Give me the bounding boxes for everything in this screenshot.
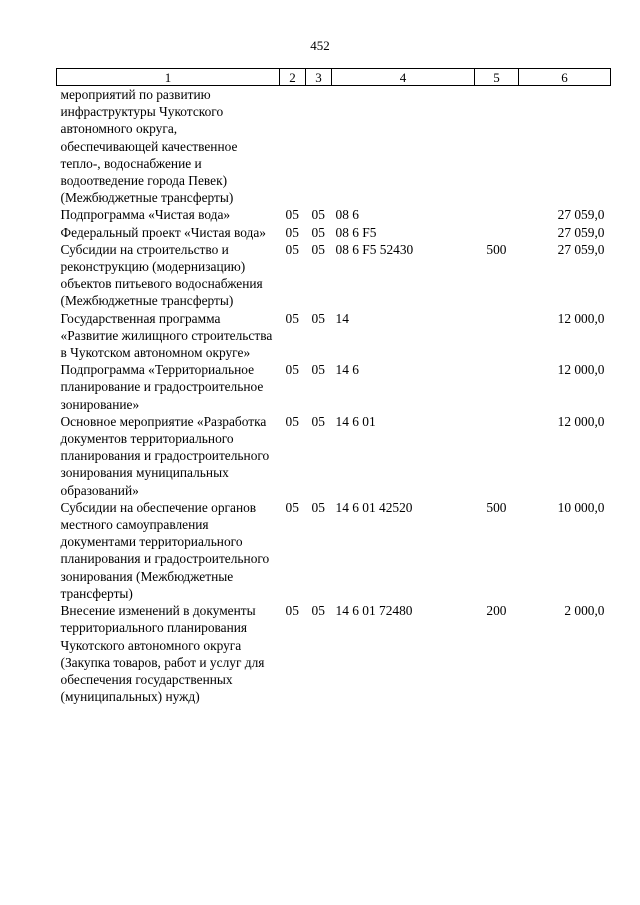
row-target: 14 6 01 (335, 413, 376, 429)
row-expense: 500 (486, 241, 507, 257)
row-target: 14 (335, 310, 349, 326)
header-col-6: 6 (519, 69, 611, 86)
row-subsection: 05 (311, 310, 325, 326)
row-subsection: 05 (311, 413, 325, 429)
row-expense: 500 (486, 499, 507, 515)
row-name: Внесение изменений в документы территориального планирования Чукотского автономного округа (Закупка товаров, работ и услуг для обеспечения государственных (муниципальных) нужд) (60, 603, 265, 705)
row-target: 14 6 (335, 362, 359, 378)
row-subsection: 05 (311, 499, 325, 515)
row-target: 08 6 F5 (335, 224, 377, 240)
row-section: 05 (285, 310, 299, 326)
row-target: 14 6 01 72480 (335, 603, 413, 619)
row-name: мероприятий по развитию инфраструктуры Чукотского автономного округа, обеспечивающей качественное тепло-, водоснабжение и водоотведение города Певек) (Межбюджетные трансферты) (60, 87, 238, 206)
row-subsection: 05 (311, 241, 325, 257)
row-amount: 27 059,0 (557, 207, 605, 223)
row-amount: 12 000,0 (557, 362, 605, 378)
row-section: 05 (285, 603, 299, 619)
table-row (57, 361, 611, 413)
row-subsection (306, 86, 332, 207)
row-section: 05 (285, 413, 299, 429)
row-section: 05 (285, 362, 299, 378)
row-expense (475, 413, 519, 499)
row-target: 08 6 (335, 207, 359, 223)
table-row (57, 241, 611, 310)
header-col-5: 5 (475, 69, 519, 86)
row-amount: 2 000,0 (564, 603, 605, 619)
page-number: 452 (310, 38, 330, 53)
table-row (57, 206, 611, 223)
row-section: 05 (285, 499, 299, 515)
header-col-3: 3 (306, 69, 332, 86)
row-subsection: 05 (311, 207, 325, 223)
row-section: 05 (285, 241, 299, 257)
row-expense (475, 361, 519, 413)
header-col-1: 1 (57, 69, 280, 86)
row-expense (475, 86, 519, 207)
row-expense (475, 310, 519, 362)
row-amount: 12 000,0 (557, 413, 605, 429)
row-amount: 27 059,0 (557, 224, 605, 240)
row-amount (519, 86, 611, 207)
row-section: 05 (285, 224, 299, 240)
row-name: Основное мероприятие «Разработка документов территориального планирования и градостроительного зонирования муниципальных образований» (60, 413, 270, 498)
row-amount: 12 000,0 (557, 310, 605, 326)
row-target: 08 6 F5 52430 (335, 241, 414, 257)
row-amount: 10 000,0 (557, 499, 605, 515)
row-target: 14 6 01 42520 (335, 499, 413, 515)
table-row (57, 499, 611, 602)
table-row (57, 413, 611, 499)
table-row (57, 310, 611, 362)
row-name: Подпрограмма «Чистая вода» (60, 207, 231, 223)
budget-table (56, 68, 611, 705)
row-subsection: 05 (311, 603, 325, 619)
row-target (332, 86, 475, 207)
row-amount: 27 059,0 (557, 241, 605, 257)
table-row (57, 224, 611, 241)
header-col-4: 4 (332, 69, 475, 86)
row-section (280, 86, 306, 207)
header-col-2: 2 (280, 69, 306, 86)
row-name: Федеральный проект «Чистая вода» (60, 224, 266, 240)
row-subsection: 05 (311, 362, 325, 378)
row-name: Государственная программа «Развитие жилищного строительства в Чукотском автономном округе» (60, 310, 273, 361)
row-name: Субсидии на строительство и реконструкцию (модернизацию) объектов питьевого водоснабжения (Межбюджетные трансферты) (60, 241, 263, 309)
table-header-row (57, 69, 611, 86)
row-expense (475, 224, 519, 241)
row-name: Подпрограмма «Территориальное планирование и градостроительное зонирование» (60, 362, 264, 412)
table-row (57, 86, 611, 207)
table-row (57, 602, 611, 705)
row-subsection: 05 (311, 224, 325, 240)
row-section: 05 (285, 207, 299, 223)
row-expense: 200 (486, 603, 507, 619)
row-expense (475, 206, 519, 223)
row-name: Субсидии на обеспечение органов местного самоуправления документами территориального планирования и градостроительного зонирования (Межбюджетные трансферты) (60, 499, 270, 601)
